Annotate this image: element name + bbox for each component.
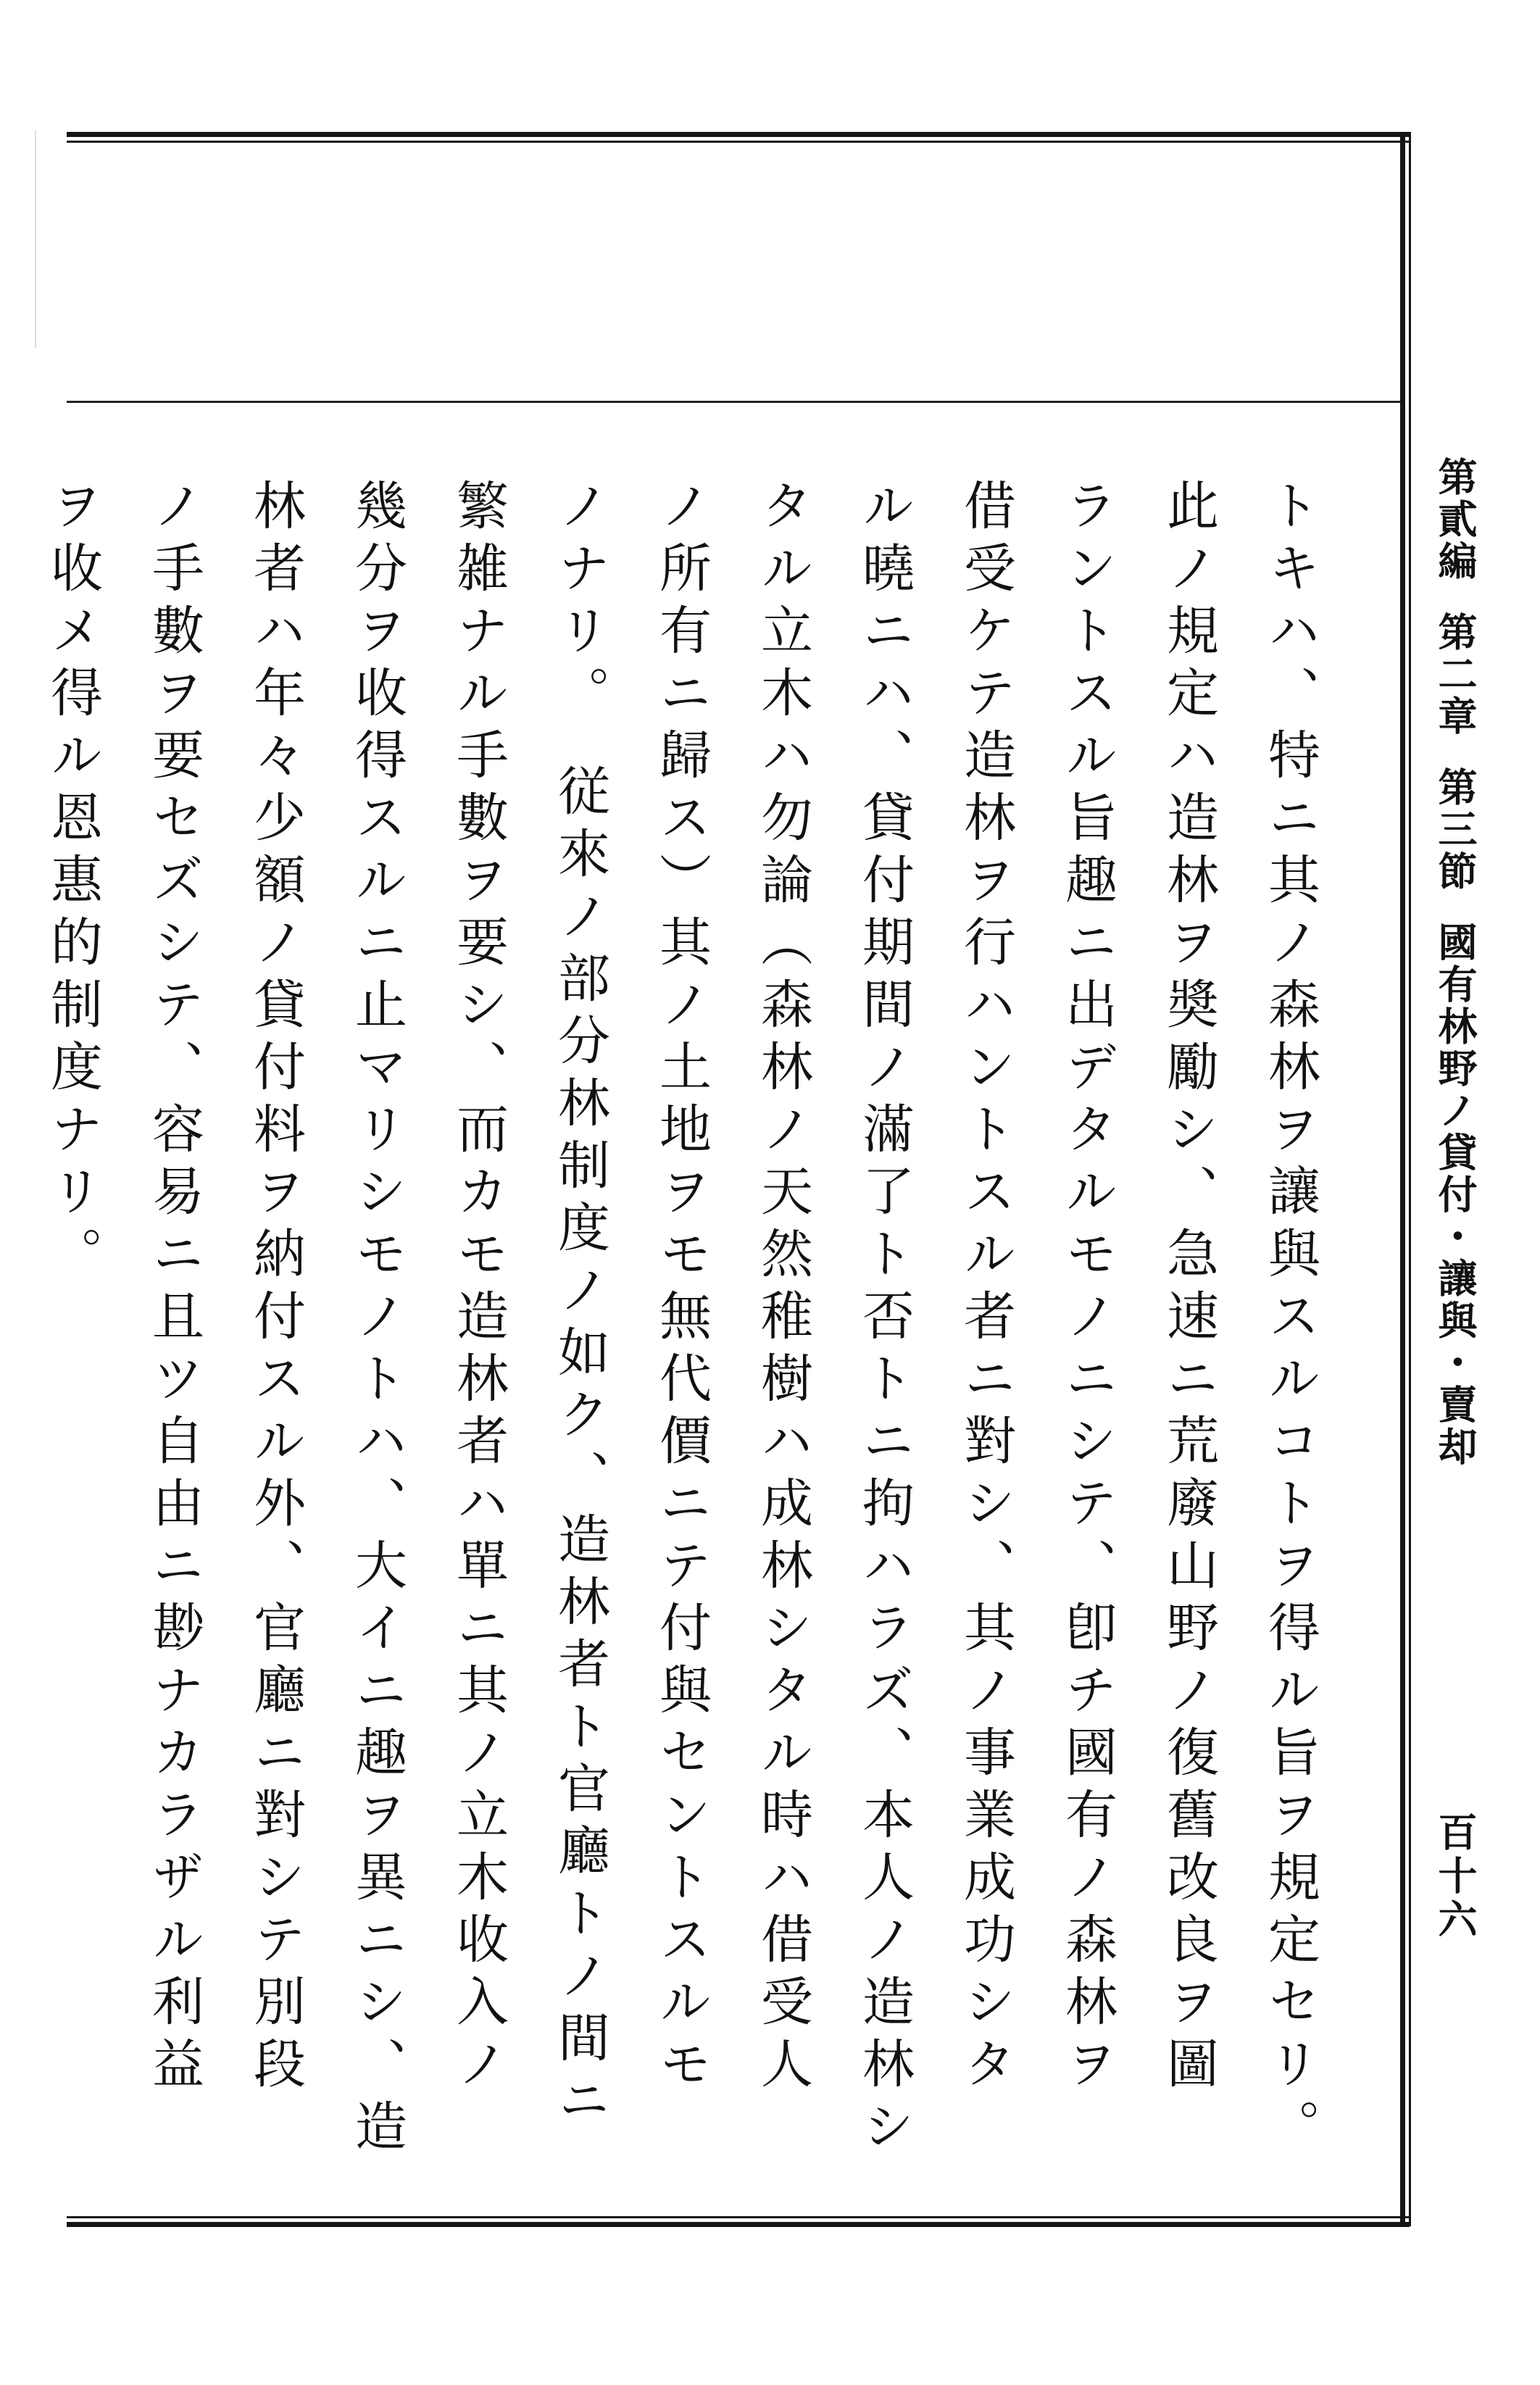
text-column: 繁雑ナル手數ヲ要シ、而カモ造林者ハ單ニ其ノ立木收入ノ: [448, 478, 509, 2099]
faint-margin-mark: [35, 130, 36, 348]
running-head-section: 第三節: [1432, 767, 1478, 893]
text-column: 林者ハ年々少額ノ貸付料ヲ納付スル外、官廳ニ對シテ別段: [245, 478, 306, 2099]
text-column: トキハ、特ニ其ノ森林ヲ讓與スルコトヲ得ル旨ヲ規定セリ。: [1260, 478, 1320, 2161]
text-column: タル立木ハ勿論（森林ノ天然稚樹ハ成林シタル時ハ借受人: [752, 478, 813, 2099]
text-column: ラントスル旨趣ニ出デタルモノニシテ、卽チ國有ノ森林ヲ: [1057, 478, 1117, 2099]
running-head-title: 國有林野ノ貸付・讓與・賣却: [1432, 922, 1478, 1468]
text-column: ノ所有ニ歸ス）其ノ土地ヲモ無代價ニテ付與セントスルモ: [651, 478, 712, 2099]
running-head-part: 第貳編: [1432, 457, 1478, 583]
top-frame-rule: [67, 132, 1410, 143]
running-head: [1426, 457, 1484, 1616]
text-column: ノナリ。 従來ノ部分林制度ノ如ク、造林者ト官廳トノ間ニ: [549, 478, 610, 2135]
page-number: 百十六: [1432, 1812, 1478, 1942]
text-column: ル曉ニハ、貸付期間ノ滿了ト否トニ拘ハラズ、本人ノ造林シ: [854, 478, 915, 2161]
bottom-frame-rule: [67, 2216, 1410, 2227]
text-column: 幾分ヲ收得スルニ止マリシモノトハ、大イニ趣ヲ異ニシ、造: [346, 478, 407, 2161]
text-column: 此ノ規定ハ造林ヲ奬勵シ、急速ニ荒廢山野ノ復舊改良ヲ圖: [1158, 478, 1219, 2099]
text-column: 借受ケテ造林ヲ行ハントスル者ニ對シ、其ノ事業成功シタ: [955, 478, 1016, 2099]
right-frame-rule: [1400, 132, 1411, 2226]
text-column: ノ手數ヲ要セズシテ、容易ニ且ツ自由ニ尠ナカラザル利益: [143, 478, 204, 2099]
body-text: [42, 478, 1341, 2174]
header-separator-rule: [67, 401, 1404, 403]
running-head-chapter: 第二章: [1432, 612, 1478, 738]
text-column: ヲ收メ得ル恩惠的制度ナリ。: [42, 478, 103, 1289]
